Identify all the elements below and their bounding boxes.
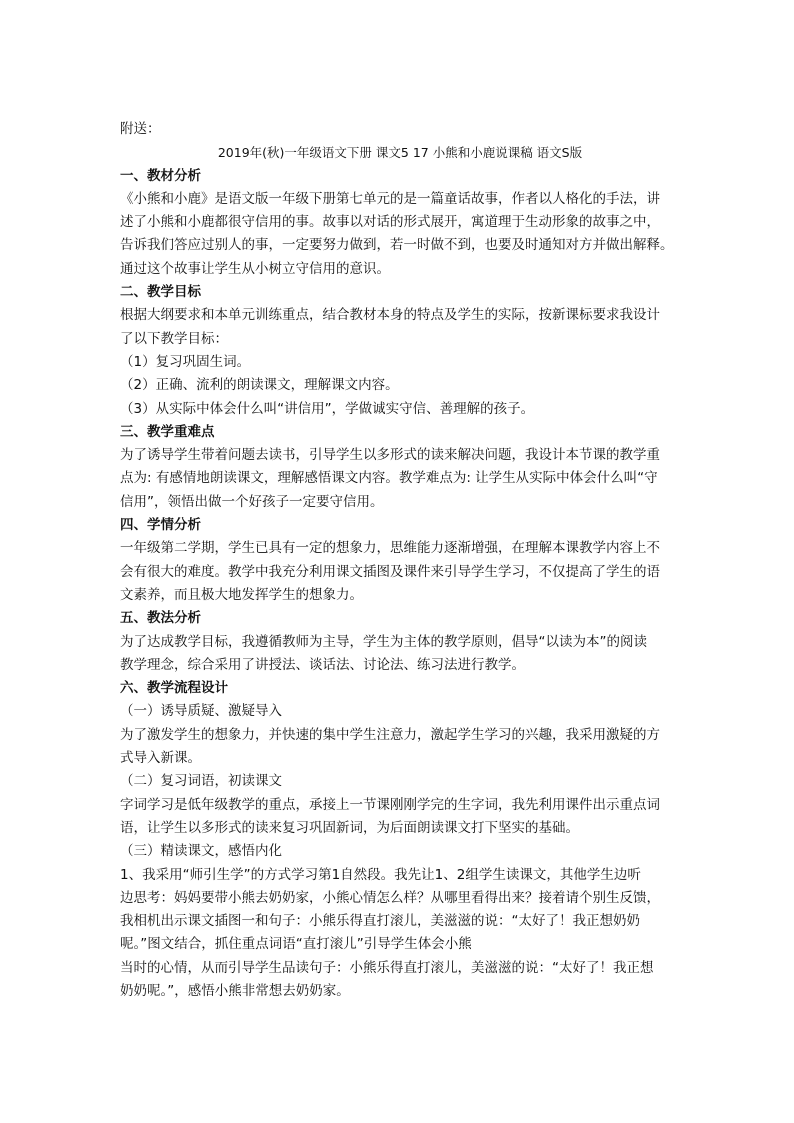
text-line: 为了达成教学目标，我遵循教师为主导，学生为主体的教学原则，倡导“以读为本”的阅读	[120, 633, 647, 650]
text-line: 我相机出示课文插图一和句子：小熊乐得直打滚儿，美滋滋的说：“太好了！我正想奶奶	[120, 913, 640, 930]
text-line: 了以下教学目标：	[120, 330, 228, 347]
text-line: 当时的心情，从而引导学生品读句子：小熊乐得直打滚儿，美滋滋的说：“太好了！我正想	[120, 959, 654, 976]
text-line: （2）正确、流利的朗读课文，理解课文内容。	[120, 377, 399, 394]
text-line: （二）复习词语，初读课文	[120, 773, 282, 790]
text-line: 述了小熊和小鹿都很守信用的事。故事以对话的形式展开，寓道理于生动形象的故事之中，	[120, 214, 660, 231]
section-heading: 五、教法分析	[120, 610, 201, 627]
text-line: 通过这个故事让学生从小树立守信用的意识。	[120, 260, 390, 277]
text-line: 为了激发学生的想象力，并快速的集中学生注意力，激起学生学习的兴趣，我采用激疑的方	[120, 726, 660, 743]
section-heading: 一、教材分析	[120, 167, 201, 184]
text-line: 奶奶呢。”，感悟小熊非常想去奶奶家。	[120, 982, 350, 999]
text-line: 附送：	[120, 121, 161, 137]
text-line: 式导入新课。	[120, 750, 201, 767]
text-line: （1）复习巩固生词。	[120, 353, 251, 370]
text-line: 教学理念，综合采用了讲授法、谈话法、讨论法、练习法进行教学。	[120, 656, 525, 673]
section-heading: 二、教学目标	[120, 284, 201, 301]
text-line: 一年级第二学期，学生已具有一定的想象力，思维能力逐渐增强，在理解本课教学内容上不	[120, 540, 660, 557]
text-line: 1、我采用“师引生学”的方式学习第1自然段。我先让1、2组学生读课文，其他学生边听	[120, 866, 641, 883]
document-title: 2019年(秋)一年级语文下册 课文5 17 小熊和小鹿说课稿 语文S版	[217, 145, 583, 161]
text-line: 根据大纲要求和本单元训练重点，结合教材本身的特点及学生的实际，按新课标要求我设计	[120, 307, 660, 324]
text-line: 语，让学生以多形式的读来复习巩固新词，为后面朗读课文打下坚实的基础。	[120, 819, 579, 836]
document-page	[120, 118, 680, 1003]
text-line: 字词学习是低年级教学的重点，承接上一节课刚刚学完的生字词，我先利用课件出示重点词	[120, 796, 660, 813]
text-line: 点为: 有感情地朗读课文，理解感悟课文内容。教学难点为: 让学生从实际中体会什么叫“守	[120, 470, 658, 487]
text-line: 边思考：妈妈要带小熊去奶奶家，小熊心情怎么样？从哪里看得出来？接着请个别生反馈，	[120, 889, 660, 906]
text-line: （3）从实际中体会什么叫“讲信用”，学做诚实守信、善理解的孩子。	[120, 400, 535, 417]
text-line: 告诉我们答应过别人的事，一定要努力做到，若一时做不到，也要及时通知对方并做出解释。	[120, 237, 674, 254]
text-line: 呢。”图文结合，抓住重点词语“直打滚儿”引导学生体会小熊	[120, 936, 472, 953]
section-heading: 三、教学重难点	[120, 423, 215, 440]
section-heading: 四、学情分析	[120, 517, 201, 534]
section-heading: 六、教学流程设计	[120, 680, 228, 697]
text-line: （一）诱导质疑、激疑导入	[120, 703, 282, 720]
text-line: 会有很大的难度。教学中我充分利用课文插图及课件来引导学生学习，不仅提高了学生的语	[120, 563, 660, 580]
text-line: 《小熊和小鹿》是语文版一年级下册第七单元的是一篇童话故事，作者以人格化的手法，讲	[120, 190, 660, 207]
text-line: 为了诱导学生带着问题去读书，引导学生以多形式的读来解决问题，我设计本节课的教学重	[120, 447, 660, 464]
text-line: 文素养，而且极大地发挥学生的想象力。	[120, 586, 363, 603]
text-line: 信用”，领悟出做一个好孩子一定要守信用。	[120, 493, 384, 510]
text-line: （三）精读课文，感悟内化	[120, 843, 282, 860]
